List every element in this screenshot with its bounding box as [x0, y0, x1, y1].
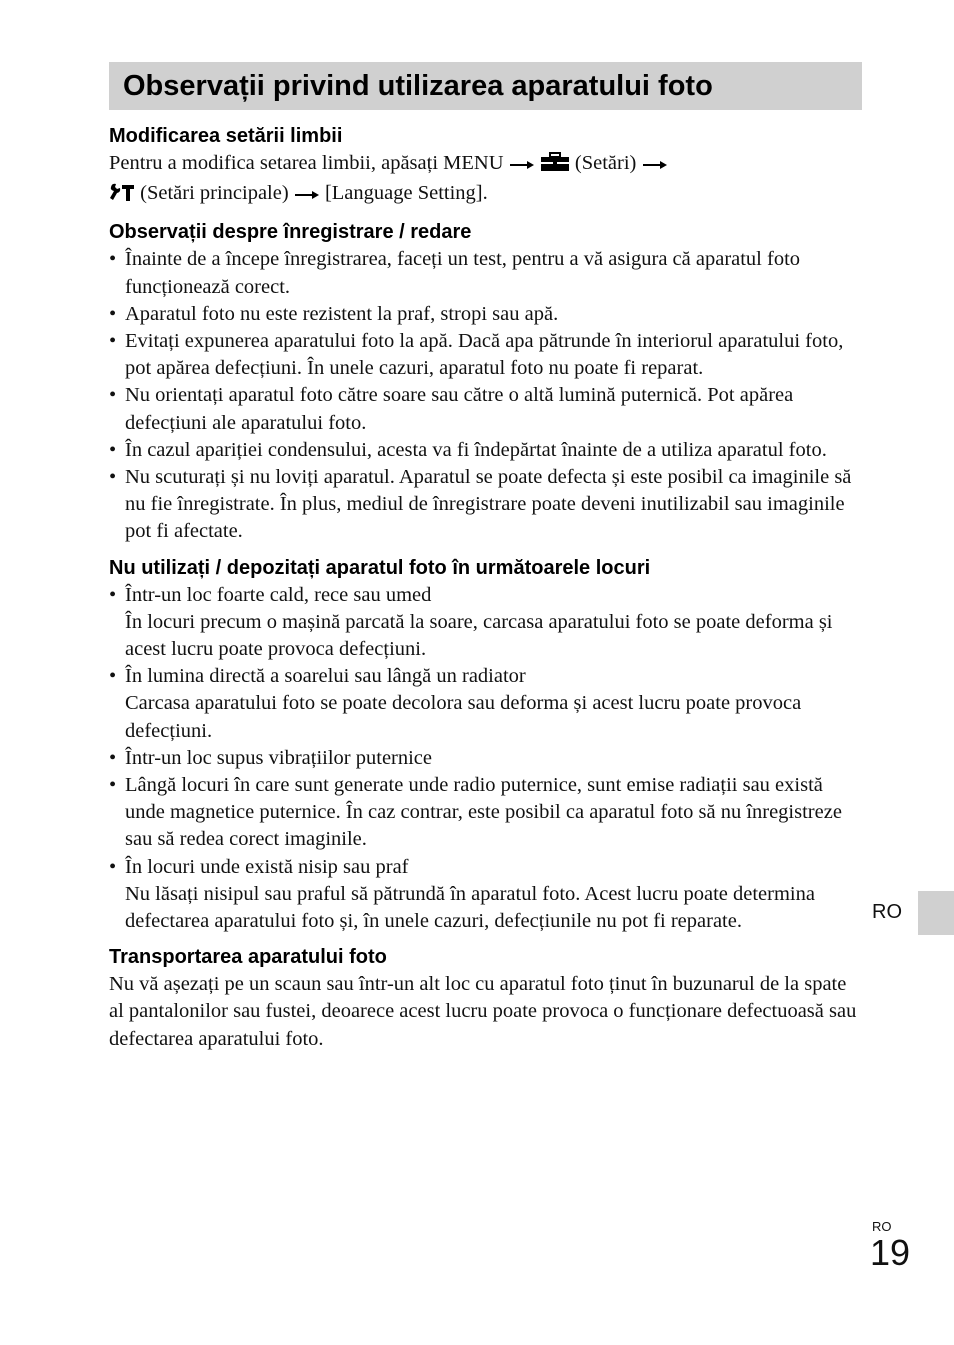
side-tab-label: RO: [872, 901, 902, 923]
section-heading-storage: Nu utilizați / depozitați aparatul foto în următoarele locuri: [109, 556, 651, 579]
list-item: • Evitați expunerea aparatului foto la apă. Dacă apa pătrunde în interiorul aparatului foto, pot apărea defecțiuni. În unele cazuri, aparatul foto nu poate fi reparat.: [109, 330, 844, 380]
arrow-right-icon: [294, 181, 320, 208]
wrench-icon: [109, 182, 135, 210]
arrow-right-icon: [509, 151, 535, 178]
section-heading-language: Modificarea setării limbii: [109, 125, 343, 147]
list-item: • În locuri unde există nisip sau praf Nu lăsați nisipul sau praful să pătrundă în aparatul foto. Acest lucru poate determina defectarea aparatului foto și, în unele cazuri, defecțiunile nu pot fi reparate.: [109, 855, 815, 933]
list-item: • Într-un loc supus vibrațiilor puternice: [109, 746, 433, 769]
toolbox-icon: [540, 152, 570, 180]
section-transport: [109, 943, 862, 1053]
list-item: • Aparatul foto nu este rezistent la praf, stropi sau apă.: [109, 302, 559, 325]
list-item: • Nu orientați aparatul foto către soare sau către o altă lumină puternică. Pot apărea defecțiuni ale aparatului foto.: [109, 384, 794, 434]
recording-list: [109, 246, 862, 545]
content: [109, 122, 862, 1061]
footer-lang: RO: [872, 1219, 892, 1234]
storage-list: [109, 582, 862, 936]
section-heading-recording: Observații despre înregistrare / redare: [109, 221, 472, 244]
list-item: • Lângă locuri în care sunt generate unde radio puternice, sunt emise radiații sau există unde magnetice puternice. În caz contrar, este posibil ca aparatul foto să nu înregistreze sau să redea corect imaginile.: [109, 774, 842, 851]
section-language: [109, 122, 862, 210]
list-item: • Nu scuturați și nu loviți aparatul. Aparatul se poate defecta și este posibil ca imaginile să nu fie înregistrate. În plus, mediul de înregistrare poate deveni inutilizabil sau imaginile pot fi afectate.: [109, 466, 852, 543]
list-item: • În lumina directă a soarelui sau lângă un radiator Carcasa aparatului foto se poate decolora sau deforma și acest lucru poate provoca defecțiuni.: [109, 665, 802, 742]
language-instructions: Pentru a modifica setarea limbii, apăsați MENU (Setări) (Setări principale) [Language Setting].: [109, 150, 862, 210]
list-item: • Într-un loc foarte cald, rece sau umed În locuri precum o mașină parcată la soare, carcasa aparatului foto se poate deforma și acest lucru poate provoca defecțiuni.: [109, 583, 833, 661]
page-title: Observații privind utilizarea aparatului foto: [123, 70, 713, 102]
arrow-right-icon: [642, 151, 668, 178]
section-storage: [109, 554, 862, 936]
section-heading-transport: Transportarea aparatului foto: [109, 946, 387, 969]
list-item: • Înainte de a începe înregistrarea, faceți un test, pentru a vă asigura că aparatul foto funcționează corect.: [109, 248, 801, 298]
side-tab: [918, 891, 954, 935]
title-bar: [109, 62, 862, 110]
transport-text: Nu vă așezați pe un scaun sau într-un alt loc cu aparatul foto ținut în buzunarul de la spate al pantalonilor sau fustei, deoarece acest lucru poate provoca o funcționare defectuoasă sau defectarea aparatului foto.: [109, 973, 857, 1050]
list-item: • În cazul apariției condensului, acesta va fi îndepărtat înainte de a utiliza aparatul foto.: [109, 438, 827, 461]
section-recording: [109, 218, 862, 545]
page-number: 19: [870, 1232, 911, 1273]
